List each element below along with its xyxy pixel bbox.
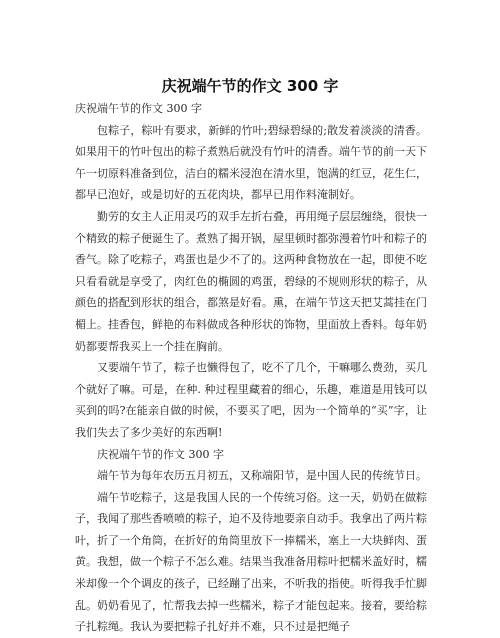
paragraph-bao-zongzi: 勤劳的女主人正用灵巧的双手左折右叠，再用绳子层层缠绕，很快一个精致的粽子便诞生了。煮熟了揭开锅，屋里顿时都弥漫着竹叶和粽子的香气。除了吃粽子，鸡蛋也是少不了的。这两种食物放在一起，即使不吃只看看就是享受了，肉红色的椭圆的鸡蛋，碧绿的不规则形状的粽子，从颜色的搭配到形状的组合，都煞是好看。熏，在端午节这天把艾蒿挂在门楣上。挂香包，鲜艳的布料做成各种形状的饰物，里面放上香料。每年奶奶都要帮我买上一个挂在胸前。 <box>75 209 427 353</box>
paragraph-zongye: 包粽子，粽叶有要求，新鲜的竹叶;碧绿碧绿的;散发着淡淡的清香。如果用干的竹叶包出的粽子煮熟后就没有竹叶的清香。端午节的前一天下午一切原料准备到位，洁白的糯米浸泡在清水里，饱满的红豆，花生仁，都早已泡好，或是切好的五花肉块，都早已用作料淹制好。 <box>75 123 427 202</box>
paragraph-duanyang: 端午节为每年农历五月初五，又称端阳节，是中国人民的传统节日。 <box>97 469 427 483</box>
section-subtitle-2: 庆祝端午节的作文 300 字 <box>97 447 224 461</box>
article-body <box>75 98 427 638</box>
paragraph-chi-zongzi: 端午节吃粽子，这是我国人民的一个传统习俗。这一天，奶奶在做粽子，我闻了那些香喷喷的粽子，迫不及待地要亲自动手。我拿出了两片粽叶，折了一个角筒，在折好的角筒里放下一捧糯米，塞上一大块鲜肉、蛋黄。我想，做一个粽子不怎么难。结果当我准备用粽叶把糯米盖好时，糯米却像一个个调皮的孩子，已经蹦了出来，不听我的指使。听得我手忙脚乱。奶奶看见了，忙帮我去掉一些糯米，粽子才能包起来。接着，要给粽子扎粽绳。我认为要把粽子扎好并不难，只不过是把绳子 <box>75 490 427 634</box>
section-subtitle-1: 庆祝端午节的作文 300 字 <box>75 102 202 115</box>
paragraph-mai-zongzi: 又要端午节了，粽子也懒得包了，吃不了几个，干嘛哪么费劲，买几个就好了嘛。可是，在种. 种过程里藏着的细心，乐趣，难道是用钱可以买到的吗?在能亲自做的时候，不要买了吧，因为一个简单的“买”字，让我们失去了多少美好的东西啊! <box>75 361 427 439</box>
page-title: 庆祝端午节的作文 300 字 <box>161 77 339 95</box>
